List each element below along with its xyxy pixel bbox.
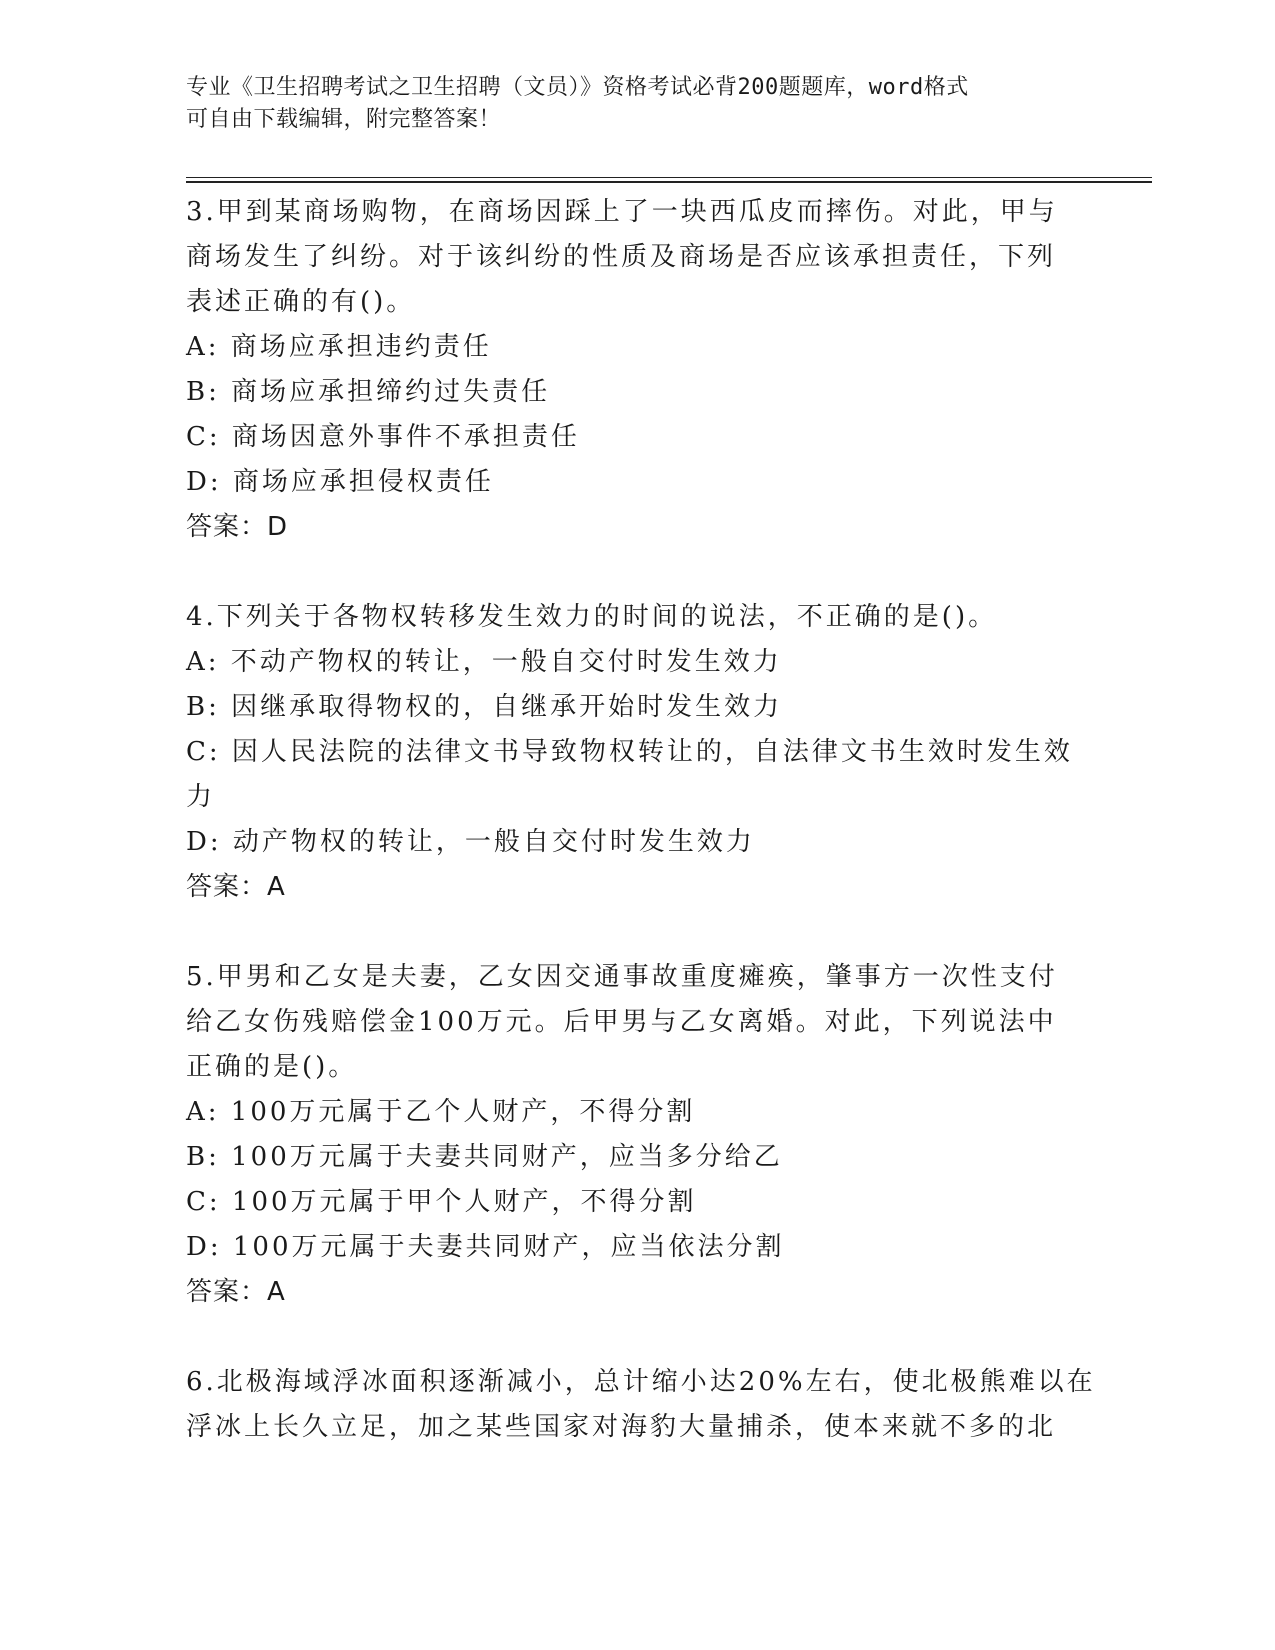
answer-option bbox=[186, 460, 1086, 505]
question-stem-line: 表述正确的有()。 bbox=[186, 287, 416, 317]
answer-option-line: C: 商场因意外事件不承担责任 bbox=[186, 422, 580, 452]
question-stem bbox=[186, 595, 1086, 640]
question-stem bbox=[186, 190, 1086, 325]
answer-option bbox=[186, 415, 1086, 460]
question-spacer bbox=[186, 1315, 1086, 1360]
header-divider-thick bbox=[186, 181, 1152, 183]
question-stem-line: 5.甲男和乙女是夫妻，乙女因交通事故重度瘫痪，肇事方一次性支付 bbox=[186, 962, 1058, 992]
header-line-2: 可自由下载编辑，附完整答案！ bbox=[186, 107, 502, 132]
question-block bbox=[186, 1360, 1096, 1450]
answer-option-line: A: 不动产物权的转让，一般自交付时发生效力 bbox=[186, 647, 782, 677]
answer-option-line: C: 因人民法院的法律文书导致物权转让的，自法律文书生效时发生效 bbox=[186, 737, 1073, 767]
answer-option bbox=[186, 685, 1086, 730]
question-spacer bbox=[186, 910, 1086, 955]
answer-option-line: D: 商场应承担侵权责任 bbox=[186, 467, 494, 497]
answer-option-line: 力 bbox=[186, 782, 216, 812]
answer-option bbox=[186, 370, 1086, 415]
question-block bbox=[186, 190, 1086, 550]
question-stem-line: 商场发生了纠纷。对于该纠纷的性质及商场是否应该承担责任，下列 bbox=[186, 242, 1057, 272]
question-stem bbox=[186, 1360, 1096, 1450]
answer-key: 答案：A bbox=[186, 1277, 286, 1307]
question-block bbox=[186, 955, 1086, 1315]
answer-option bbox=[186, 820, 1086, 865]
header-line-1: 专业《卫生招聘考试之卫生招聘（文员）》资格考试必背200题题库，word格式 bbox=[186, 75, 969, 100]
answer-option-line: C: 100万元属于甲个人财产，不得分割 bbox=[186, 1187, 697, 1217]
question-block bbox=[186, 595, 1086, 910]
answer-option-line: A: 商场应承担违约责任 bbox=[186, 332, 492, 362]
header-divider-thin bbox=[186, 177, 1152, 178]
answer-option bbox=[186, 1090, 1086, 1135]
answer-option-line: B: 因继承取得物权的，自继承开始时发生效力 bbox=[186, 692, 783, 722]
answer-option-line: B: 100万元属于夫妻共同财产，应当多分给乙 bbox=[186, 1142, 783, 1172]
question-spacer bbox=[186, 550, 1086, 595]
answer-option-line: D: 100万元属于夫妻共同财产，应当依法分割 bbox=[186, 1232, 785, 1262]
answer-option bbox=[186, 1180, 1086, 1225]
answer-key: 答案：A bbox=[186, 872, 286, 902]
question-stem-line: 浮冰上长久立足，加之某些国家对海豹大量捕杀，使本来就不多的北 bbox=[186, 1412, 1057, 1442]
question-stem-line: 6.北极海域浮冰面积逐渐减小，总计缩小达20%左右，使北极熊难以在 bbox=[186, 1367, 1096, 1397]
answer-option bbox=[186, 730, 1086, 820]
answer-option bbox=[186, 1225, 1086, 1270]
answer-key: 答案：D bbox=[186, 512, 289, 542]
question-stem-line: 3.甲到某商场购物，在商场因踩上了一块西瓜皮而摔伤。对此，甲与 bbox=[186, 197, 1058, 227]
answer-option-line: D: 动产物权的转让，一般自交付时发生效力 bbox=[186, 827, 755, 857]
question-list bbox=[186, 190, 1096, 1450]
answer-option-line: A: 100万元属于乙个人财产，不得分割 bbox=[186, 1097, 696, 1127]
question-stem bbox=[186, 955, 1086, 1090]
question-stem-line: 正确的是()。 bbox=[186, 1052, 358, 1082]
answer-option bbox=[186, 640, 1086, 685]
document-header bbox=[186, 72, 1086, 136]
answer-option-line: B: 商场应承担缔约过失责任 bbox=[186, 377, 551, 407]
answer-option bbox=[186, 325, 1086, 370]
question-stem-line: 4.下列关于各物权转移发生效力的时间的说法，不正确的是()。 bbox=[186, 602, 998, 632]
answer-option bbox=[186, 1135, 1086, 1180]
question-stem-line: 给乙女伤残赔偿金100万元。后甲男与乙女离婚。对此，下列说法中 bbox=[186, 1007, 1057, 1037]
